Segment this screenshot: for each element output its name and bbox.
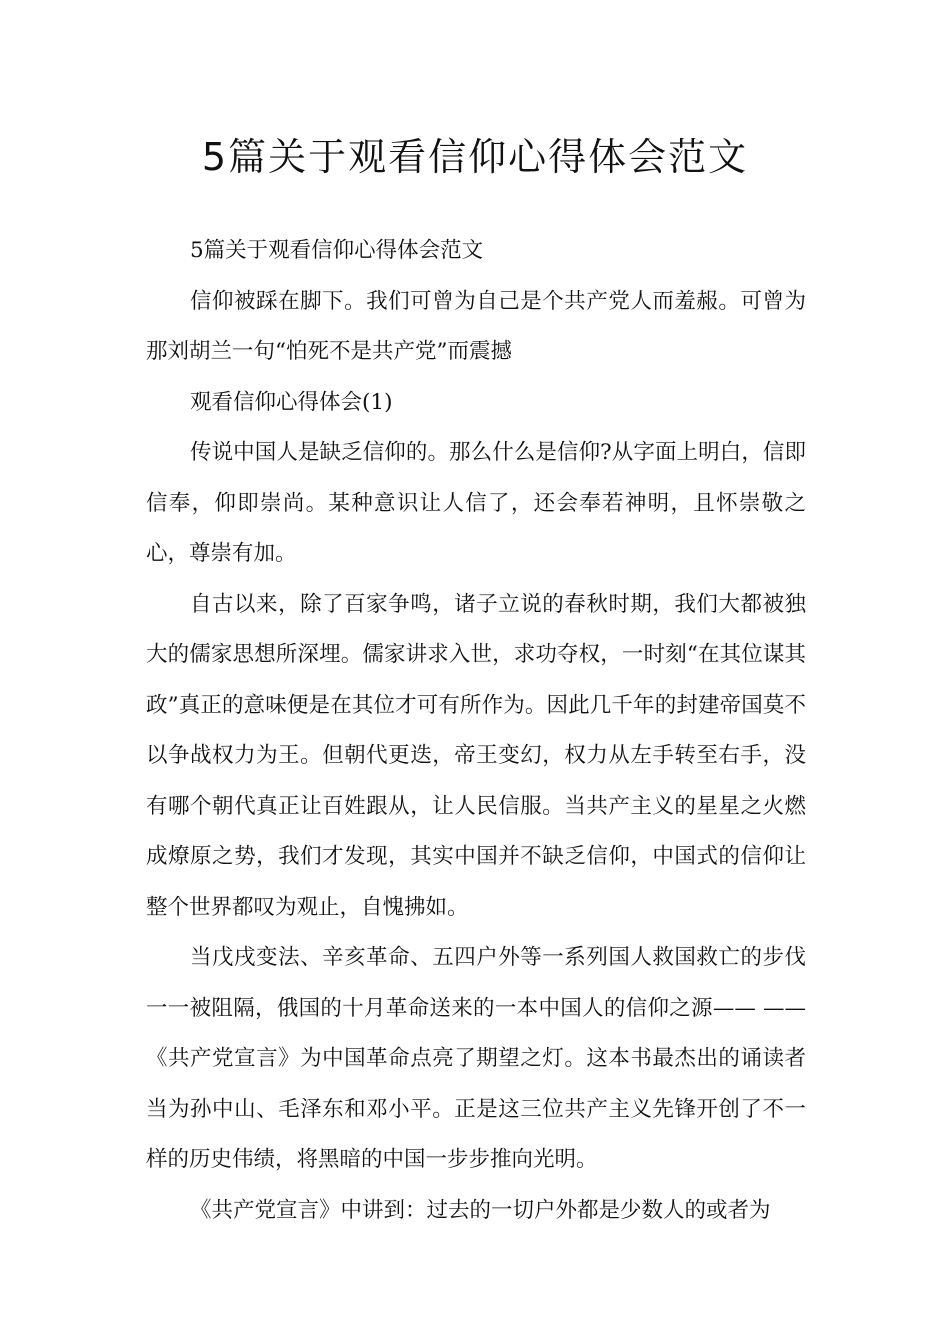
paragraph-heading-1: 观看信仰心得体会(1) [190, 389, 393, 415]
paragraph-body: 当戊戌变法、辛亥革命、五四户外等一系列国人救国救亡的步伐一一被阻隔，俄国的十月革命送来的一本中国人的信仰之源—— ——《共产党宣言》为中国革命点亮了期望之灯。这本书最杰出的诵读者当为孙中山、毛泽东和邓小平。正是这三位共产主义先锋开创了不一样的历史伟绩，将黑暗的中国一步步推向光明。 [146, 945, 806, 1172]
paragraph-body: 自古以来，除了百家争鸣，诸子立说的春秋时期，我们大都被独大的儒家思想所深埋。儒家讲求入世，求功夺权，一时刻“在其位谋其政”真正的意味便是在其位才可有所作为。因此几千年的封建帝国莫不以争战权力为王。但朝代更迭，帝王变幻，权力从左手转至右手，没有哪个朝代真正让百姓跟从，让人民信服。当共产主义的星星之火燃成燎原之势，我们才发现，其实中国并不缺乏信仰，中国式的信仰让整个世界都叹为观止，自愧拂如。 [146, 591, 806, 920]
paragraph-intro: 信仰被踩在脚下。我们可曾为自己是个共产党人而羞赧。可曾为那刘胡兰一句“怕死不是共产党”而震撼 [146, 288, 806, 364]
paragraph-body: 传说中国人是缺乏信仰的。那么什么是信仰?从字面上明白，信即信奉，仰即崇尚。某种意识让人信了，还会奉若神明，且怀崇敬之心，尊崇有加。 [146, 440, 806, 566]
paragraph-body: 《共产党宣言》中讲到：过去的一切户外都是少数人的或者为 [190, 1197, 771, 1223]
document-body [146, 226, 806, 1236]
document-title: 5篇关于观看信仰心得体会范文 [201, 135, 749, 179]
paragraph-subtitle: 5篇关于观看信仰心得体会范文 [190, 238, 484, 263]
